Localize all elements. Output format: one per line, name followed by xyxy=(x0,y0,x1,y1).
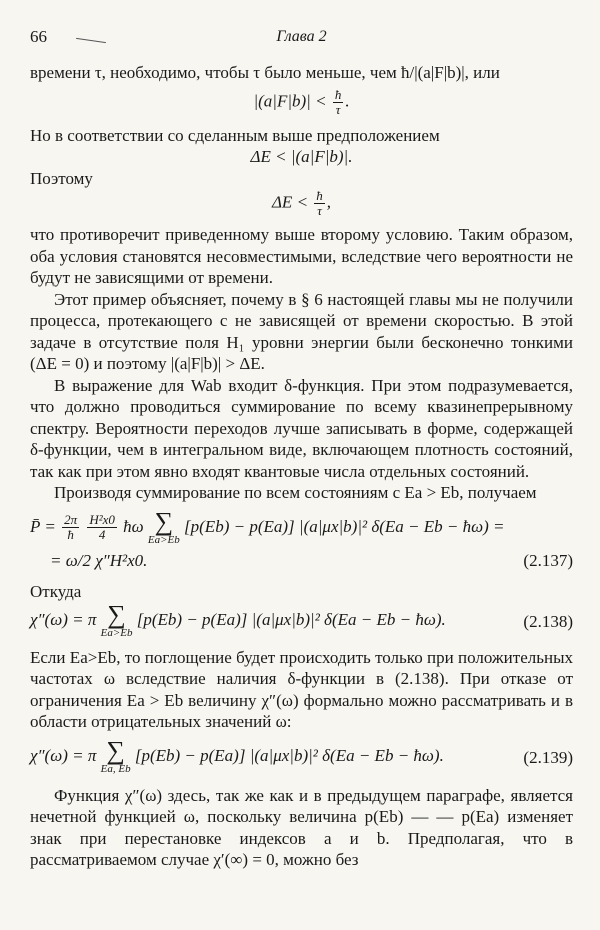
equation-2-139: χ″(ω) = π ∑ Ea, Eb [p(Eb) − p(Ea)] |(a|μx|b)|² δ(Ea − Eb − ħω). (2.139) xyxy=(30,735,573,775)
running-header xyxy=(30,26,573,48)
paragraph: что противоречит приведенному выше второму условию. Таким образом, оба условия становятся несовместимыми, вследствие чего вероятности не будут не зависящими от времени. xyxy=(30,225,573,287)
equation-2-137: P̄ = $\frac{2\pi}{ħ}$ $\frac{\text{H²x0}}{4}$ ħω ∑ Ea>Eb [p(Eb) − p(Ea)] |(a|μx|b)|² δ(Ea − Eb − ħω) = xyxy=(30,506,505,546)
equation-1: |(a|F|b)| < $\frac{ħ}{\tau}$ . xyxy=(253,86,350,117)
paragraph: В выражение для Wab входит δ-функция. При этом подразумевается, что должно проводиться суммирование по всему квазинепрерывному спектру. Вероятности переходов лучше записывать в форме, содержащей δ-функции, чем в интегральном виде, включающем плотность состояний, так как при этом явно входят квантовые числа отдельных состояний. xyxy=(30,375,573,481)
equation-2-138: χ″(ω) = π ∑ Ea>Eb [p(Eb) − p(Ea)] |(a|μx|b)|² δ(Ea − Eb − ħω). (2.138) xyxy=(30,599,573,639)
chapter-title: Глава 2 xyxy=(276,28,327,45)
paragraph: Если Ea>Eb, то поглощение будет происходить только при положительных частотах ω вследствие наличия δ-функции в (2.138). При отказе от ограничения Ea > Eb величину χ″(ω) формально можно рассматривать и в области отрицательных значений ω: xyxy=(30,647,573,731)
equation-number: (2.138) xyxy=(523,611,573,631)
paragraph: Откуда xyxy=(30,582,82,601)
page-number: 66 xyxy=(30,27,47,46)
paragraph: Функция χ″(ω) здесь, так же как и в предыдущем параграфе, является нечетной функцией ω, поскольку величина p(Eb) — — p(Ea) изменяет знак при перестановке индексов a и b. Предполагая, что в рассматриваемом случае χ′(∞) = 0, можно без xyxy=(30,785,573,869)
paragraph: Поэтому xyxy=(30,168,93,188)
equation-2-137-line2: = ω/2 χ″H²x0. (2.137) xyxy=(50,550,573,570)
page-body xyxy=(30,62,573,871)
equation-2: ΔE < |(a|F|b)|. xyxy=(250,147,353,166)
paragraph: Но в соответствии со сделанным выше предположением xyxy=(30,125,440,145)
equation-number: (2.137) xyxy=(523,550,573,570)
paragraph: Производя суммирование по всем состояниям с Ea > Eb, получаем xyxy=(54,483,537,502)
paragraph: времени τ, необходимо, чтобы τ было меньше, чем ħ/|(a|F|b)|, или xyxy=(30,63,500,82)
paragraph: Этот пример объясняет, почему в § 6 настоящей главы мы не получили процесса, протекающего с не зависящей от времени скоростью. В этой задаче в отсутствие поля H₁ уровни энергии были бесконечно тонкими (ΔE = 0) и поэтому |(a|F|b)| > ΔE. xyxy=(30,289,573,373)
equation-3: ΔE < $\frac{ħ}{\tau}$ , xyxy=(271,188,332,218)
equation-number: (2.139) xyxy=(523,747,573,767)
